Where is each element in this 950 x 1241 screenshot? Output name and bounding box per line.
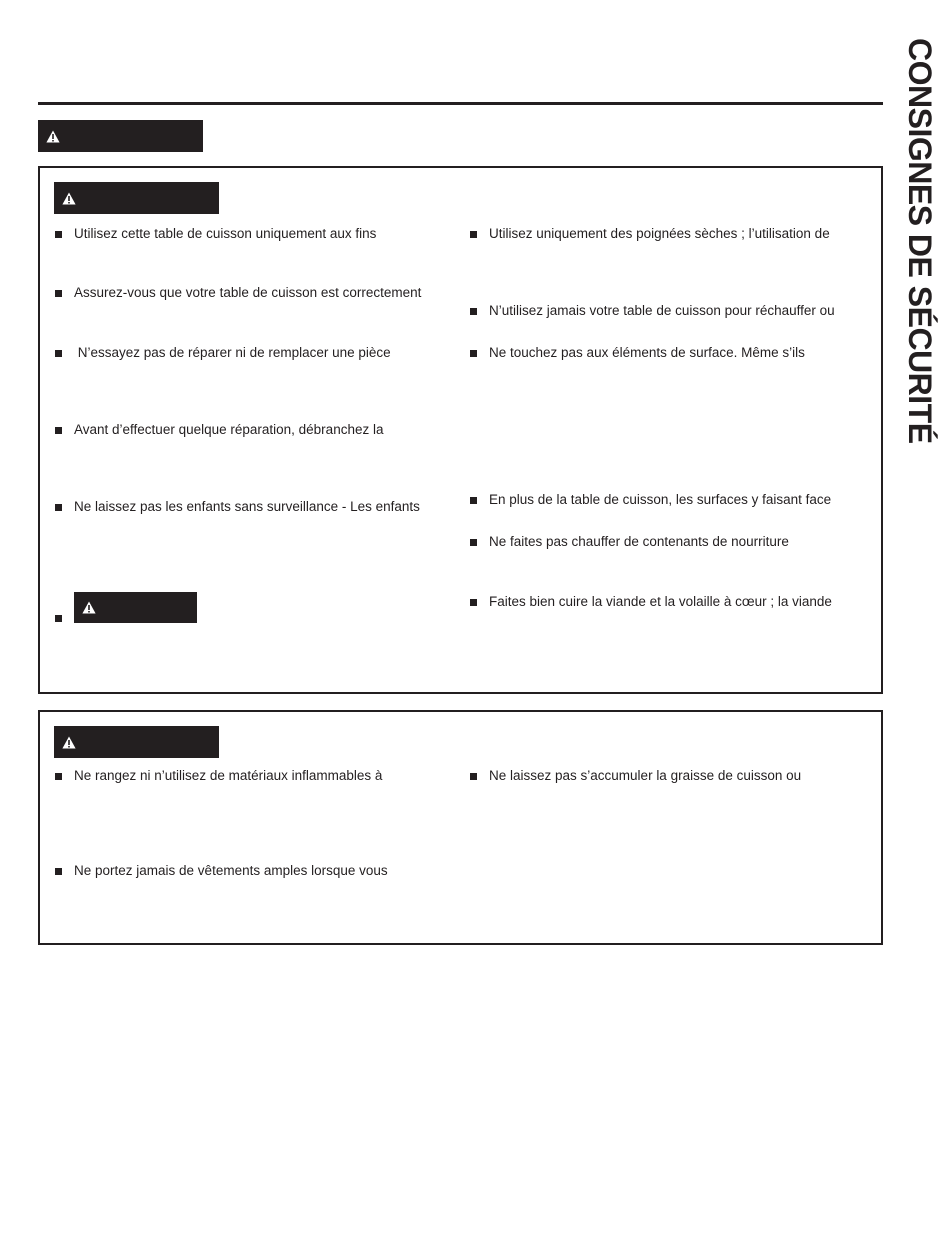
square-bullet-icon: [55, 773, 62, 780]
warning-badge-inline: [74, 592, 197, 623]
square-bullet-icon: [55, 427, 62, 434]
list-item: Utilisez cette table de cuisson uniquement aux fins: [55, 226, 376, 242]
square-bullet-icon: [470, 231, 477, 238]
list-item: N’utilisez jamais votre table de cuisson pour réchauffer ou: [470, 303, 835, 319]
square-bullet-icon: [470, 350, 477, 357]
square-bullet-icon: [470, 539, 477, 546]
warning-triangle-icon: [62, 192, 76, 205]
warning-triangle-icon: [62, 736, 76, 749]
list-item: Ne faites pas chauffer de contenants de nourriture: [470, 534, 789, 550]
square-bullet-icon: [55, 290, 62, 297]
warning-triangle-icon: [46, 130, 60, 143]
side-section-title: CONSIGNES DE SÉCURITÉ: [902, 38, 938, 444]
list-item: Ne laissez pas s’accumuler la graisse de cuisson ou: [470, 768, 801, 784]
warning-badge: [54, 182, 219, 214]
list-item: Assurez-vous que votre table de cuisson est correctement: [55, 285, 421, 301]
square-bullet-icon: [55, 350, 62, 357]
square-bullet-icon: [470, 308, 477, 315]
warning-badge: [38, 120, 203, 152]
list-item: Ne portez jamais de vêtements amples lorsque vous: [55, 863, 388, 879]
square-bullet-icon: [55, 615, 62, 622]
square-bullet-icon: [55, 231, 62, 238]
list-item: En plus de la table de cuisson, les surfaces y faisant face: [470, 492, 831, 508]
warning-triangle-icon: [82, 601, 96, 614]
header-rule: [38, 102, 883, 105]
list-item: Faites bien cuire la viande et la volaille à cœur ; la viande: [470, 594, 832, 610]
square-bullet-icon: [470, 497, 477, 504]
list-item: Avant d’effectuer quelque réparation, débranchez la: [55, 422, 383, 438]
list-item: Ne rangez ni n’utilisez de matériaux inflammables à: [55, 768, 382, 784]
square-bullet-icon: [470, 599, 477, 606]
square-bullet-icon: [55, 868, 62, 875]
square-bullet-icon: [55, 504, 62, 511]
square-bullet-icon: [470, 773, 477, 780]
list-item: N’essayez pas de réparer ni de remplacer une pièce: [55, 345, 391, 361]
list-item: Ne touchez pas aux éléments de surface. Même s’ils: [470, 345, 805, 361]
list-item: Utilisez uniquement des poignées sèches ; l’utilisation de: [470, 226, 830, 242]
warning-badge: [54, 726, 219, 758]
list-item: Ne laissez pas les enfants sans surveillance - Les enfants: [55, 499, 420, 515]
